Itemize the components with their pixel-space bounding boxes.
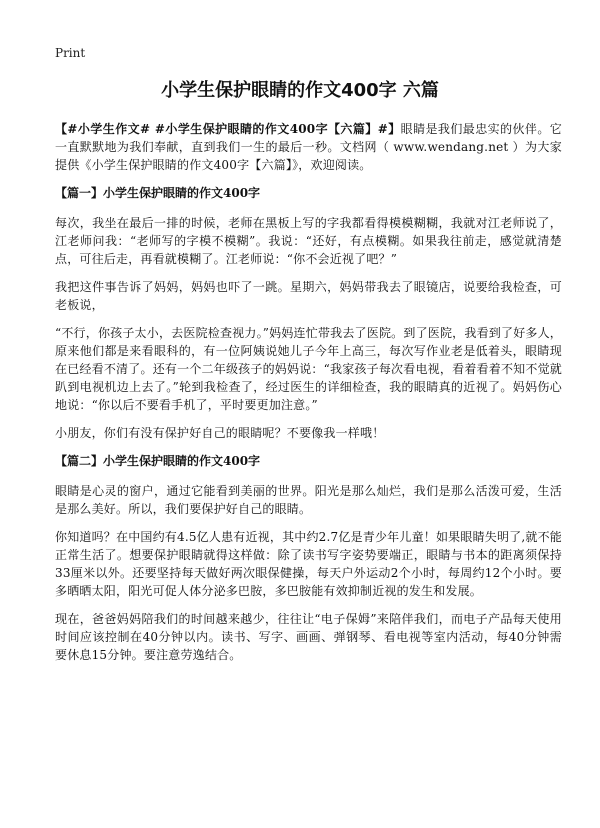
article-paragraph: 每次，我坐在最后一排的时候，老师在黑板上写的字我都看得模模糊糊，我就对江老师说了，江老师问我：“老师写的字模不模糊”。我说：“还好，有点模糊。如果我往前走，感觉就清楚点，可往后走，再看就模糊了。江老师说：“你不会近视了吧？” [55,216,562,266]
print-link[interactable]: Print [55,46,86,60]
article-paragraph: 眼睛是心灵的窗户，通过它能看到美丽的世界。阳光是那么灿烂，我们是那么活泼可爱，生活是那么美好。所以，我们要保护好自己的眼睛。 [55,484,562,516]
article-body [55,120,562,674]
intro-tags: 【#小学生作文# #小学生保护眼睛的作文400字【六篇】#】 [55,122,401,136]
article-paragraph: 小朋友，你们有没有保护好自己的眼睛呢？不要像我一样哦！ [55,426,385,440]
article-paragraph: 我把这件事告诉了妈妈，妈妈也吓了一跳。星期六，妈妈带我去了眼镜店，说要给我检查，可老板说， [55,280,562,312]
section-heading: 【篇二】小学生保护眼睛的作文400字 [55,454,261,468]
intro-text: 眼睛是我们最忠实的伙伴。它一直默默地为我们奉献，直到我们一生的最后一秒。文档网（ www.wendang.net ）为大家提供《小学生保护眼睛的作文400字【六篇】》，欢迎阅读。 [55,122,562,172]
article-paragraph: 你知道吗？在中国约有4.5亿人患有近视，其中约2.7亿是青少年儿童！如果眼睛失明了,就不能正常生活了。想要保护眼睛就得这样做：除了读书写字姿势要端正，眼睛与书本的距离须保持33厘米以外。还要坚持每天做好两次眼保健操，每天户外运动2个小时，每周约12个小时。要多晒晒太阳，阳光可促人体分泌多巴胺，多巴胺能有效抑制近视的发生和发展。 [55,530,562,598]
article-paragraph: 现在，爸爸妈妈陪我们的时间越来越少，往往让“电子保姆”来陪伴我们，而电子产品每天使用时间应该控制在40分钟以内。读书、写字、画画、弹钢琴、看电视等室内活动，每40分钟需要休息15分钟。要注意劳逸结合。 [55,612,562,662]
intro-paragraph [55,120,562,174]
section-heading: 【篇一】小学生保护眼睛的作文400字 [55,186,261,200]
article-paragraph: “不行，你孩子太小，去医院检查视力。”妈妈连忙带我去了医院。到了医院，我看到了好多人，原来他们都是来看眼科的，有一位阿姨说她儿子今年上高三，每次写作业老是低着头，眼睛现在已经看不清了。还有一个二年级孩子的妈妈说：“我家孩子每次看电视，看着看着不知不觉就趴到电视机边上去了。”轮到我检查了，经过医生的详细检查，我的眼睛真的近视了。妈妈伤心地说：“你以后不要看手机了，平时要更加注意。” [55,326,562,412]
page-title: 小学生保护眼睛的作文400字 六篇 [161,80,439,101]
